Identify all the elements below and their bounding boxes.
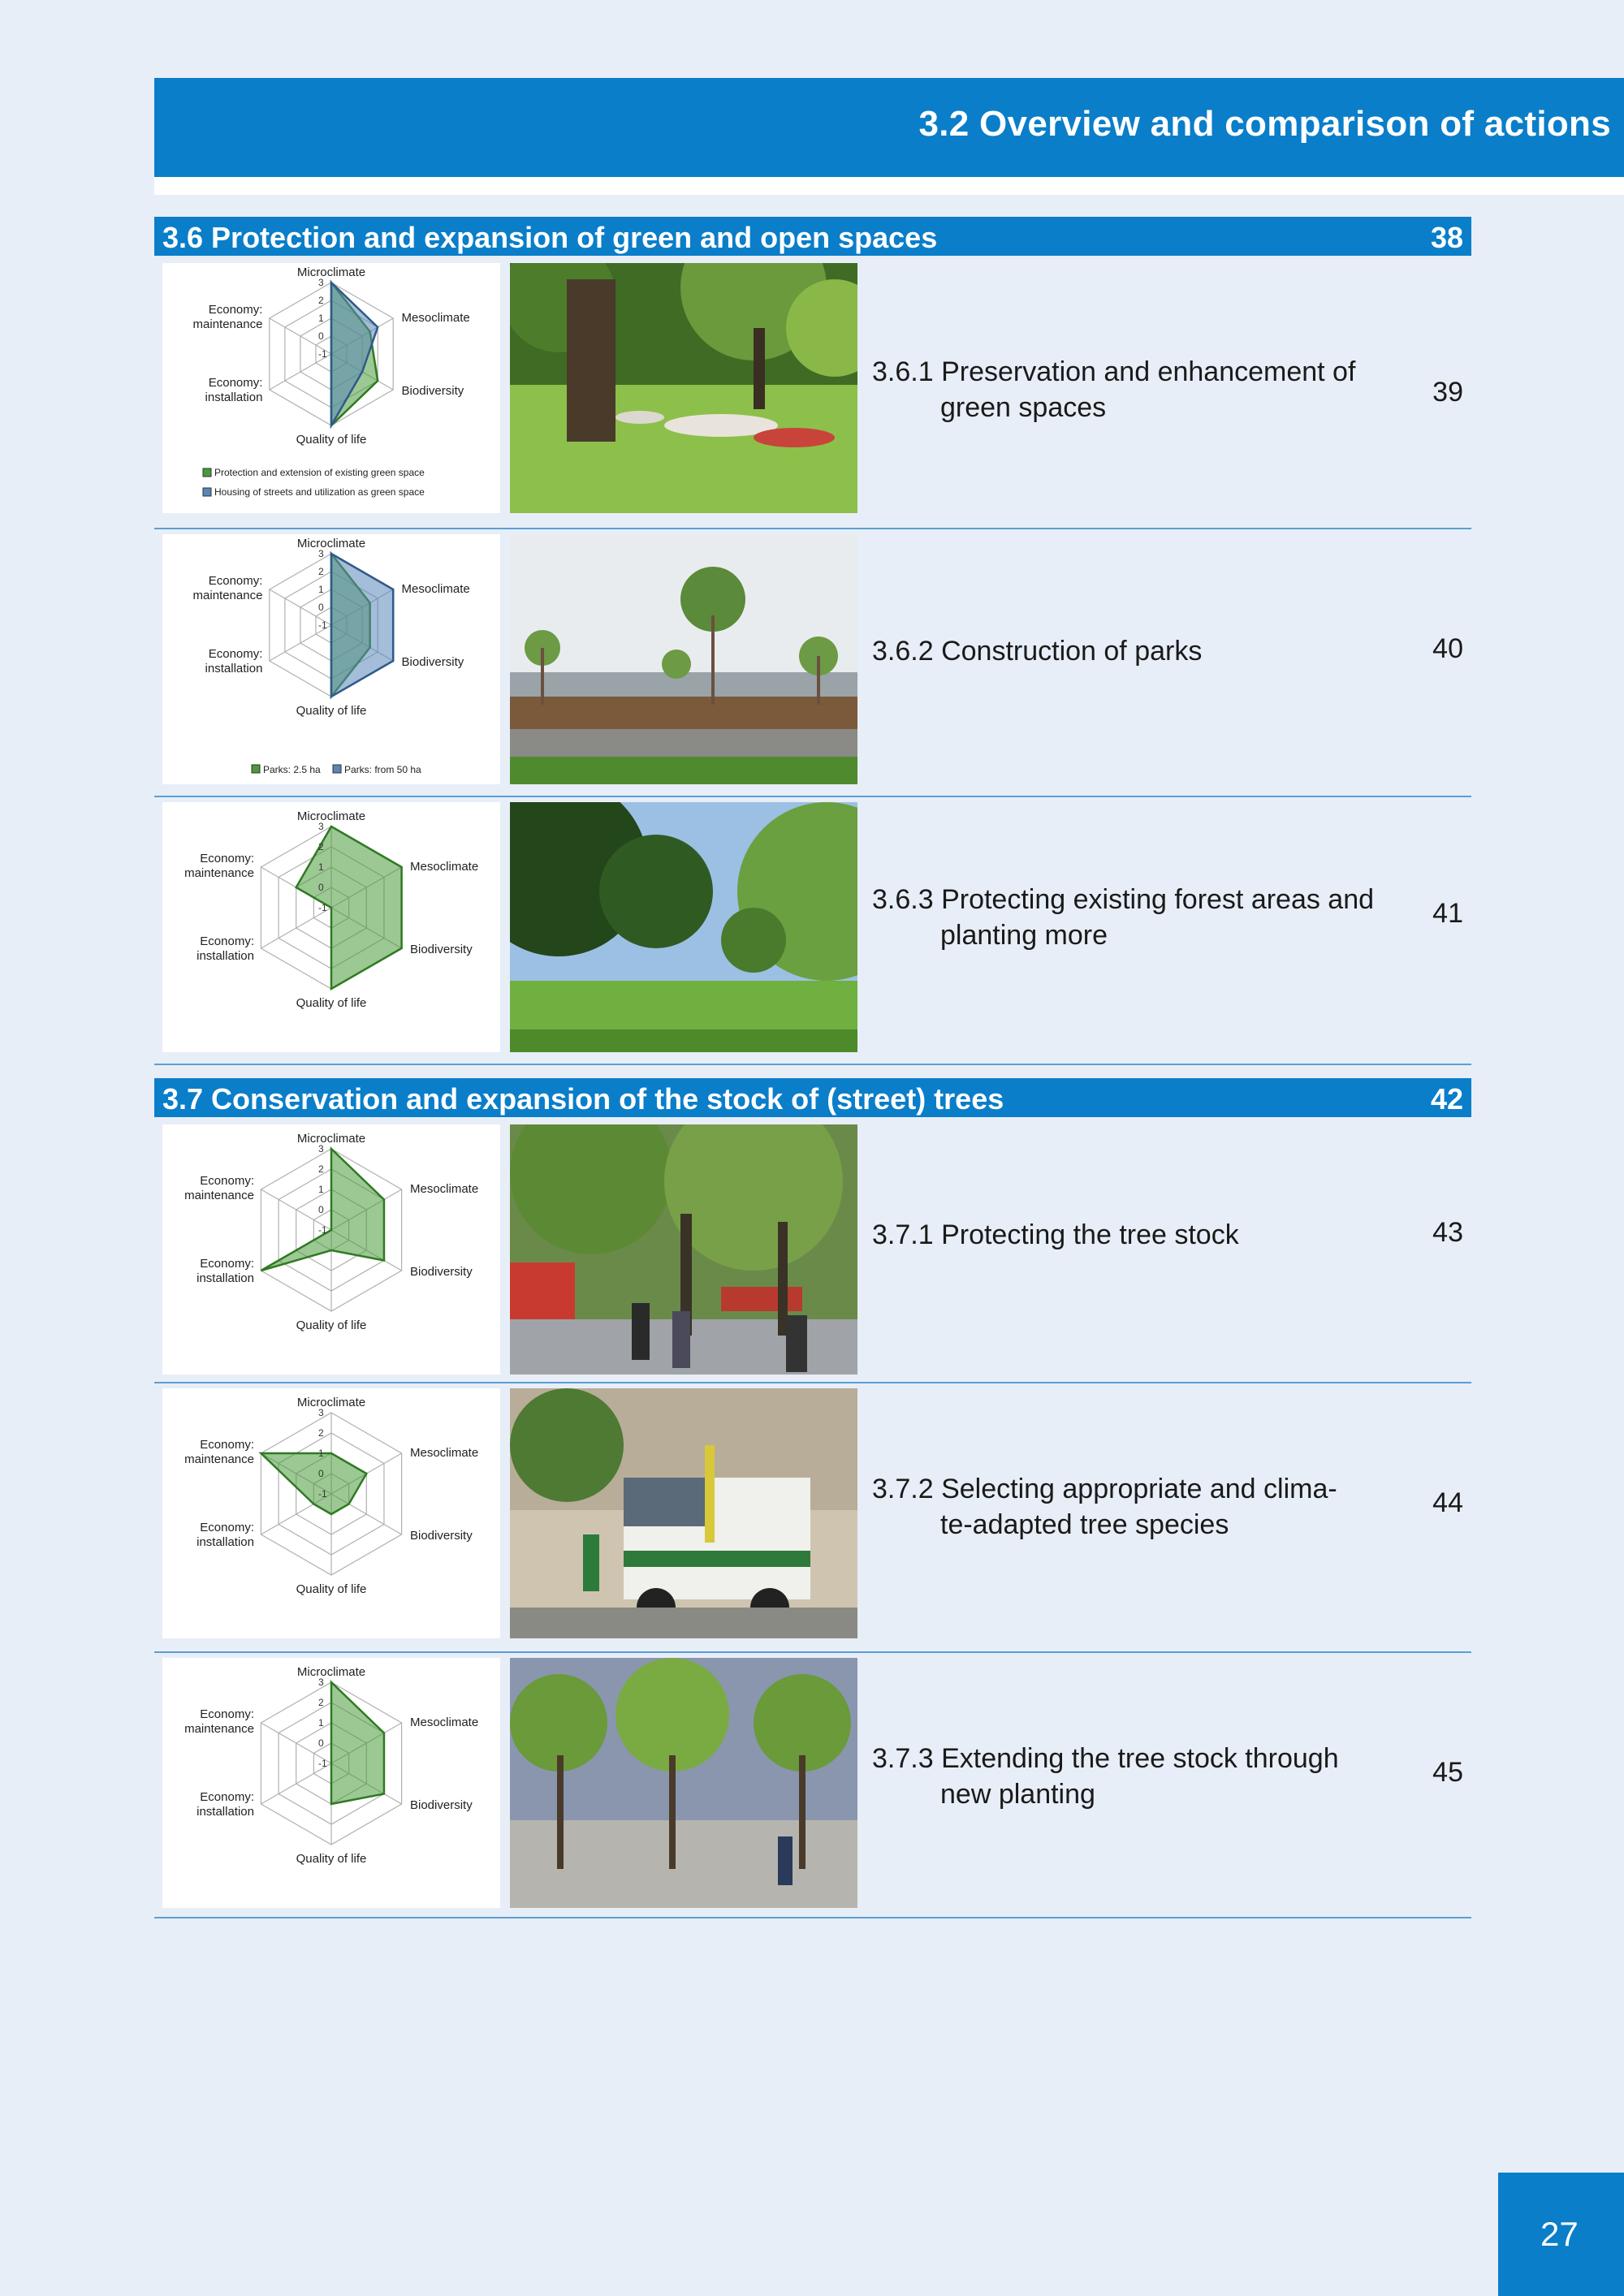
radar-tick-label: 2 bbox=[318, 295, 324, 306]
photo-tree-truck bbox=[510, 1388, 857, 1638]
radar-svg bbox=[162, 1658, 500, 1908]
radar-tick-label: 1 bbox=[318, 1184, 324, 1195]
toc-row[interactable] bbox=[154, 528, 1471, 797]
radar-tick-label: 1 bbox=[318, 584, 324, 595]
radar-axis-label: Mesoclimate bbox=[410, 1446, 479, 1460]
radar-tick-label: 2 bbox=[318, 1697, 324, 1708]
radar-axis-label: Mesoclimate bbox=[410, 1716, 479, 1729]
radar-tick-label: 1 bbox=[318, 1717, 324, 1728]
item-number: 3.6.1 bbox=[872, 356, 934, 387]
item-title-line1: Construction of parks bbox=[941, 636, 1203, 667]
legend-label: Housing of streets and utilization as green space bbox=[214, 486, 425, 498]
radar-axis-label: Quality of life bbox=[296, 1582, 367, 1596]
section-bar-3-6 bbox=[154, 217, 1471, 256]
radar-chart bbox=[162, 534, 500, 784]
radar-tick-label: 3 bbox=[318, 1677, 324, 1688]
legend-swatch bbox=[203, 468, 211, 477]
radar-tick-label: 0 bbox=[318, 330, 324, 342]
radar-tick-label: -1 bbox=[318, 1758, 327, 1769]
radar-series-area bbox=[296, 826, 402, 989]
item-page[interactable]: 40 bbox=[1432, 633, 1463, 664]
item-number: 3.6.3 bbox=[872, 884, 934, 915]
item-number: 3.7.1 bbox=[872, 1219, 934, 1250]
radar-axis-label: installation bbox=[197, 1805, 254, 1819]
radar-axis-label: Quality of life bbox=[296, 433, 367, 447]
radar-axis-label: installation bbox=[197, 1535, 254, 1549]
radar-tick-label: 3 bbox=[318, 548, 324, 559]
item-title-line2: new planting bbox=[940, 1779, 1095, 1810]
legend-swatch bbox=[333, 765, 341, 773]
radar-tick-label: 1 bbox=[318, 1448, 324, 1459]
radar-tick-label: 2 bbox=[318, 1163, 324, 1175]
radar-axis-label: Mesoclimate bbox=[410, 1182, 479, 1196]
radar-axis-label: Microclimate bbox=[296, 809, 366, 823]
radar-axis-label: Biodiversity bbox=[401, 384, 464, 398]
radar-chart bbox=[162, 263, 500, 513]
radar-axis-label: Biodiversity bbox=[410, 943, 473, 956]
radar-axis-label: Economy: bbox=[200, 1257, 254, 1271]
radar-tick-label: 0 bbox=[318, 1204, 324, 1215]
section-title[interactable]: 3.6 Protection and expansion of green and open spaces bbox=[162, 221, 938, 254]
page-title: 3.2 Overview and comparison of actions bbox=[918, 104, 1611, 144]
radar-svg bbox=[162, 534, 500, 784]
toc-row[interactable] bbox=[154, 796, 1471, 1065]
photo-forest bbox=[510, 802, 857, 1052]
toc-row[interactable] bbox=[154, 257, 1471, 529]
radar-axis-label: Biodiversity bbox=[410, 1798, 473, 1812]
toc-item-text[interactable] bbox=[872, 1471, 1408, 1543]
section-page[interactable]: 38 bbox=[1430, 221, 1463, 254]
radar-axis-label: Economy: bbox=[200, 1521, 254, 1534]
radar-axis-label: Biodiversity bbox=[401, 655, 464, 669]
radar-tick-label: 0 bbox=[318, 1737, 324, 1749]
radar-tick-label: -1 bbox=[318, 1488, 327, 1500]
radar-axis-label: Economy: bbox=[200, 1174, 254, 1188]
page-number: 27 bbox=[1540, 2215, 1579, 2253]
legend-label: Parks: 2.5 ha bbox=[263, 764, 321, 775]
toc-row[interactable] bbox=[154, 1651, 1471, 1918]
radar-tick-label: 0 bbox=[318, 602, 324, 613]
radar-svg bbox=[162, 1388, 500, 1638]
header-underline bbox=[154, 177, 1624, 195]
radar-axis-label: installation bbox=[197, 949, 254, 963]
toc-item-text[interactable] bbox=[872, 633, 1408, 669]
radar-series-area bbox=[331, 1682, 384, 1804]
radar-axis-label: Economy: bbox=[200, 934, 254, 948]
item-page[interactable]: 41 bbox=[1432, 898, 1463, 929]
radar-svg bbox=[162, 802, 500, 1052]
radar-tick-label: 2 bbox=[318, 841, 324, 852]
item-title-line1: Protecting the tree stock bbox=[941, 1219, 1239, 1250]
radar-axis-label: Mesoclimate bbox=[401, 311, 470, 325]
item-page[interactable]: 45 bbox=[1432, 1757, 1463, 1788]
toc-item-text[interactable] bbox=[872, 1741, 1408, 1812]
photo-street-trees bbox=[510, 1124, 857, 1375]
section-bar-3-7 bbox=[154, 1078, 1471, 1117]
radar-axis-label: Economy: bbox=[200, 1438, 254, 1452]
radar-tick-label: -1 bbox=[318, 902, 327, 913]
radar-axis-label: Economy: bbox=[208, 303, 263, 317]
photo-young-trees bbox=[510, 534, 857, 784]
legend-swatch bbox=[252, 765, 260, 773]
radar-axis-label: Economy: bbox=[200, 1790, 254, 1804]
radar-svg bbox=[162, 1124, 500, 1375]
radar-tick-label: 3 bbox=[318, 1143, 324, 1154]
radar-tick-label: 3 bbox=[318, 277, 324, 288]
radar-axis-label: installation bbox=[205, 662, 263, 675]
legend-label: Parks: from 50 ha bbox=[344, 764, 421, 775]
item-title-line1: Selecting appropriate and clima- bbox=[941, 1474, 1337, 1504]
radar-axis-label: maintenance bbox=[184, 1189, 254, 1202]
toc-item-text[interactable] bbox=[872, 882, 1408, 953]
radar-axis-label: maintenance bbox=[192, 589, 263, 602]
radar-axis-label: Quality of life bbox=[296, 1318, 367, 1332]
radar-chart bbox=[162, 1658, 500, 1908]
item-number: 3.7.3 bbox=[872, 1743, 934, 1774]
radar-axis-label: maintenance bbox=[184, 1722, 254, 1736]
radar-axis-label: Microclimate bbox=[296, 1396, 366, 1409]
radar-series-area bbox=[331, 554, 393, 697]
radar-axis-label: maintenance bbox=[184, 1452, 254, 1466]
radar-axis-label: Microclimate bbox=[296, 1665, 366, 1679]
radar-chart bbox=[162, 1388, 500, 1638]
radar-svg bbox=[162, 263, 500, 513]
item-title-line1: Extending the tree stock through bbox=[941, 1743, 1339, 1774]
radar-tick-label: -1 bbox=[318, 348, 327, 360]
photo-new-planting bbox=[510, 1658, 857, 1908]
item-number: 3.7.2 bbox=[872, 1474, 934, 1504]
item-title-line2: te-adapted tree species bbox=[940, 1509, 1229, 1540]
toc-row[interactable] bbox=[154, 1118, 1471, 1383]
item-page[interactable]: 39 bbox=[1432, 377, 1463, 408]
item-page[interactable]: 43 bbox=[1432, 1217, 1463, 1248]
radar-tick-label: 2 bbox=[318, 1427, 324, 1439]
item-title-line1: Protecting existing forest areas and bbox=[941, 884, 1375, 915]
radar-tick-label: -1 bbox=[318, 1224, 327, 1236]
radar-axis-label: Economy: bbox=[200, 1707, 254, 1721]
radar-tick-label: 2 bbox=[318, 566, 324, 577]
radar-axis-label: Quality of life bbox=[296, 996, 367, 1010]
radar-tick-label: 1 bbox=[318, 861, 324, 873]
legend-swatch bbox=[203, 488, 211, 496]
radar-axis-label: Microclimate bbox=[296, 1132, 366, 1146]
radar-chart bbox=[162, 802, 500, 1052]
radar-tick-label: -1 bbox=[318, 619, 327, 631]
section-page[interactable]: 42 bbox=[1430, 1082, 1463, 1116]
radar-tick-label: 0 bbox=[318, 882, 324, 893]
radar-tick-label: 1 bbox=[318, 313, 324, 324]
toc-item-text[interactable] bbox=[872, 1217, 1408, 1253]
radar-tick-label: 3 bbox=[318, 821, 324, 832]
legend-label: Protection and extension of existing green space bbox=[214, 467, 425, 478]
toc-item-text[interactable] bbox=[872, 354, 1408, 425]
radar-axis-label: Microclimate bbox=[296, 537, 366, 550]
radar-axis-label: Economy: bbox=[208, 574, 263, 588]
item-number: 3.6.2 bbox=[872, 636, 934, 667]
page-number-box bbox=[1498, 2173, 1624, 2296]
toc-row[interactable] bbox=[154, 1382, 1471, 1653]
radar-axis-label: installation bbox=[197, 1271, 254, 1285]
item-title-line2: green spaces bbox=[940, 392, 1107, 423]
radar-axis-label: Microclimate bbox=[296, 265, 366, 279]
radar-axis-label: installation bbox=[205, 391, 263, 404]
radar-axis-label: Biodiversity bbox=[410, 1529, 473, 1543]
radar-axis-label: Economy: bbox=[208, 647, 263, 661]
radar-axis-label: Mesoclimate bbox=[410, 860, 479, 874]
radar-axis-label: maintenance bbox=[184, 866, 254, 880]
photo-park-lawn bbox=[510, 263, 857, 513]
radar-axis-label: Quality of life bbox=[296, 1852, 367, 1866]
radar-tick-label: 3 bbox=[318, 1407, 324, 1418]
item-title-line2: planting more bbox=[940, 920, 1108, 951]
header-bar bbox=[154, 78, 1624, 177]
section-title[interactable]: 3.7 Conservation and expansion of the stock of (street) trees bbox=[162, 1082, 1004, 1116]
item-page[interactable]: 44 bbox=[1432, 1487, 1463, 1518]
radar-tick-label: 0 bbox=[318, 1468, 324, 1479]
radar-axis-label: Economy: bbox=[208, 376, 263, 390]
radar-axis-label: maintenance bbox=[192, 317, 263, 331]
radar-axis-label: Economy: bbox=[200, 852, 254, 865]
radar-chart bbox=[162, 1124, 500, 1375]
radar-axis-label: Mesoclimate bbox=[401, 582, 470, 596]
radar-axis-label: Biodiversity bbox=[410, 1265, 473, 1279]
radar-axis-label: Quality of life bbox=[296, 704, 367, 718]
item-title-line1: Preservation and enhancement of bbox=[941, 356, 1356, 387]
